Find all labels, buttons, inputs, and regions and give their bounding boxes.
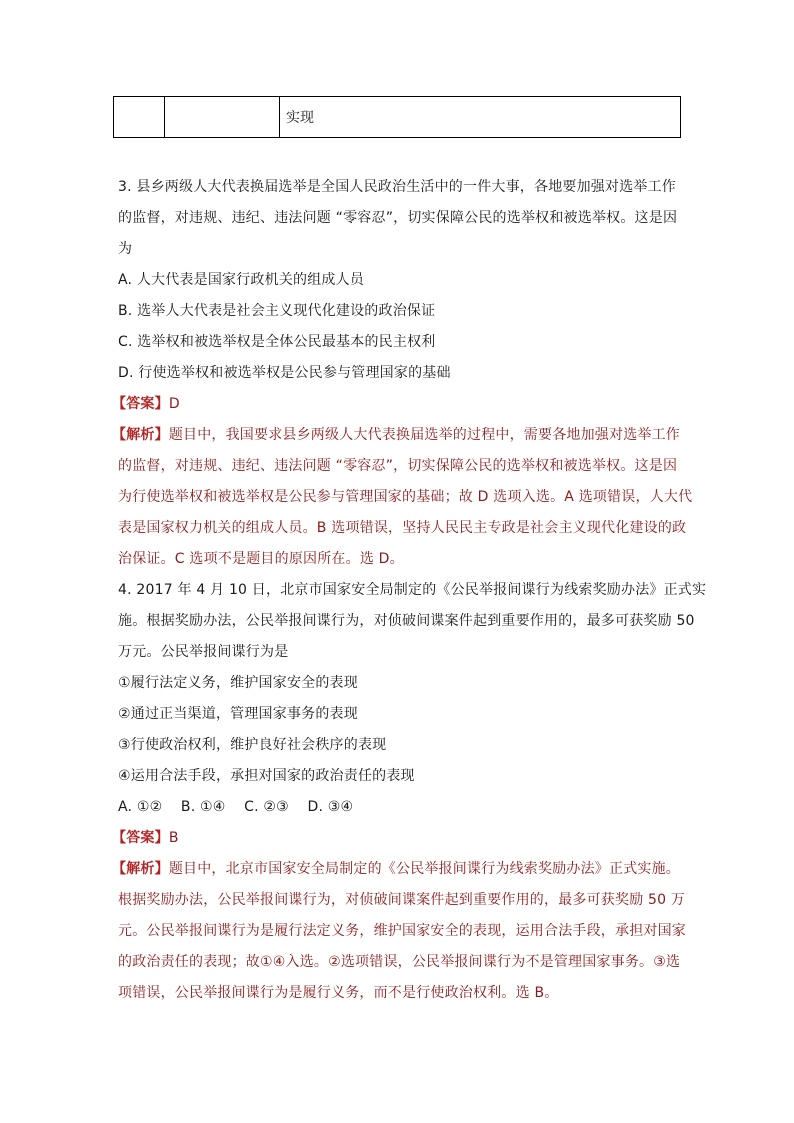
q3-analysis-label: 【解析】	[112, 427, 169, 443]
q4-analysis-line-5: 项错误，公民举报间谍行为是履行义务，而不是行使政治权利。选 B。	[118, 985, 559, 1001]
q4-answer	[112, 823, 680, 854]
q3-option-c: C. 选举权和被选举权是全体公民最基本的民主权利	[118, 334, 436, 350]
q4-stem-line-3: 万元。公民举报间谍行为是	[118, 644, 289, 660]
q3-analysis-line-3: 为行使选举权和被选举权是公民参与管理国家的基础；故 D 选项入选。A 选项错误，人大代	[118, 489, 693, 505]
q3-answer	[112, 389, 680, 420]
q4-analysis-line-4: 的政治责任的表现；故①④入选。②选项错误，公民举报间谍行为不是管理国家事务。③选	[118, 954, 681, 970]
q4-stem-line-1: 4. 2017 年 4 月 10 日，北京市国家安全局制定的《公民举报间谍行为线索奖励办法》正式实	[118, 582, 707, 598]
q3-stem-line-1: 3. 县乡两级人大代表换届选举是全国人民政治生活中的一件大事，各地要加强对选举工作	[118, 179, 677, 195]
table-cell-1	[114, 97, 165, 138]
q4-analysis-label: 【解析】	[112, 861, 169, 877]
q3-analysis-line-1	[112, 420, 680, 451]
q4-analysis-text-1: 题目中，北京市国家安全局制定的《公民举报间谍行为线索奖励办法》正式实施。	[168, 861, 681, 877]
q4-analysis-line-1	[112, 854, 680, 885]
q3-option-b: B. 选举人大代表是社会主义现代化建设的政治保证	[118, 303, 436, 319]
q3-analysis-line-2: 的监督，对违规、违纪、违法问题 “零容忍”，切实保障公民的选举权和被选举权。这是因	[118, 458, 678, 474]
q3-analysis-text-1: 题目中，我国要求县乡两级人大代表换届选举的过程中，需要各地加强对选举工作	[168, 427, 681, 443]
q4-item-1: ①履行法定义务，维护国家安全的表现	[118, 675, 358, 691]
q4-answer-label: 【答案】	[112, 830, 169, 846]
q4-analysis-line-3: 元。公民举报间谍行为是履行法定义务，维护国家安全的表现，运用合法手段，承担对国家	[118, 923, 686, 939]
q3-answer-label: 【答案】	[112, 396, 169, 412]
q4-answer-value: B	[168, 830, 179, 846]
table-row	[114, 97, 681, 138]
q4-item-2: ②通过正当渠道，管理国家事务的表现	[118, 706, 358, 722]
q4-analysis-line-2: 根据奖励办法，公民举报间谍行为，对侦破间谍案件起到重要作用的，最多可获奖励 50 万	[118, 892, 686, 908]
q3-stem-line-2: 的监督，对违规、违纪、违法问题 “零容忍”，切实保障公民的选举权和被选举权。这是因	[118, 210, 678, 226]
q4-stem-line-2: 施。根据奖励办法，公民举报间谍行为，对侦破间谍案件起到重要作用的，最多可获奖励 50	[118, 613, 695, 629]
continuation-table	[113, 96, 681, 138]
q4-item-4: ④运用合法手段，承担对国家的政治责任的表现	[118, 768, 415, 784]
q3-stem-line-3: 为	[118, 241, 133, 257]
table-cell-2	[165, 97, 280, 138]
q3-answer-value: D	[168, 396, 180, 412]
q3-option-a: A. 人大代表是国家行政机关的组成人员	[118, 272, 365, 288]
q4-item-3: ③行使政治权利，维护良好社会秩序的表现	[118, 737, 387, 753]
q3-option-d: D. 行使选举权和被选举权是公民参与管理国家的基础	[118, 365, 451, 381]
q3-analysis-line-5: 治保证。C 选项不是题目的原因所在。选 D。	[118, 551, 404, 567]
table-cell-3: 实现	[280, 97, 681, 138]
q4-options: A. ①② B. ①④ C. ②③ D. ③④	[118, 799, 354, 815]
q3-analysis-line-4: 表是国家权力机关的组成人员。B 选项错误，坚持人民民主专政是社会主义现代化建设的政	[118, 520, 687, 536]
question-content	[112, 172, 707, 1009]
